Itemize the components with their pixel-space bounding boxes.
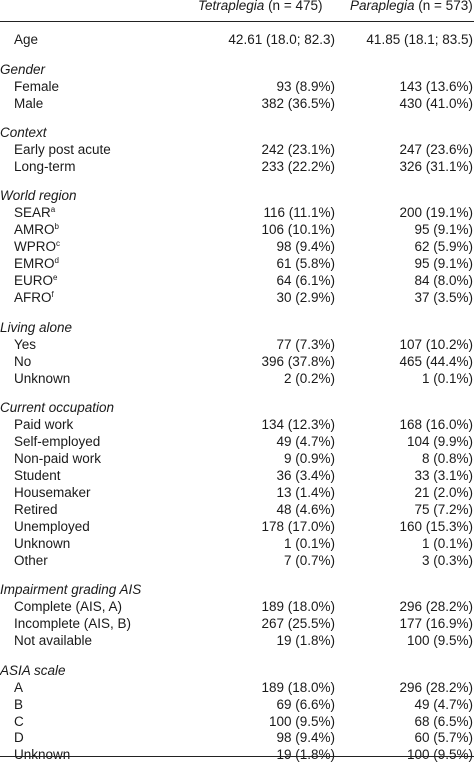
row-label-text: SEAR <box>14 205 51 221</box>
row-label <box>14 746 70 763</box>
paraplegia-value: 1 (0.1%) <box>421 535 473 551</box>
tetraplegia-value: 42.61 (18.0; 82.3) <box>228 32 335 47</box>
row-label <box>14 518 90 535</box>
row-label-text: Self-employed <box>14 434 101 449</box>
row-label <box>14 204 55 221</box>
table-row <box>0 95 474 112</box>
table-row <box>0 353 474 370</box>
tetraplegia-value: 48 (4.6%) <box>276 501 335 517</box>
row-label <box>14 238 60 255</box>
tetraplegia-value: 49 (4.7%) <box>276 434 335 449</box>
row-label-text: C <box>14 713 24 729</box>
row-label <box>14 632 92 649</box>
row-label <box>14 158 76 175</box>
table-row <box>0 518 474 535</box>
row-label-text: Paid work <box>14 417 74 432</box>
paraplegia-value: 37 (3.5%) <box>414 290 473 306</box>
row-label-text: Long-term <box>14 158 76 174</box>
tetraplegia-value: 36 (3.4%) <box>276 467 335 483</box>
tetraplegia-value: 382 (36.5%) <box>261 95 335 111</box>
row-label-text: Female <box>14 78 60 94</box>
paraplegia-value: 100 (9.5%) <box>406 747 473 763</box>
row-label <box>14 713 24 730</box>
tetraplegia-value: 134 (12.3%) <box>261 417 335 432</box>
section-row <box>0 124 474 141</box>
table-row <box>0 433 474 450</box>
footnote-marker: f <box>51 290 54 300</box>
row-label-text: No <box>14 353 32 369</box>
tetraplegia-value: 69 (6.6%) <box>276 696 335 712</box>
table-row <box>0 204 474 221</box>
footnote-marker: c <box>56 239 60 249</box>
table-row <box>0 484 474 501</box>
row-label <box>14 353 31 370</box>
tetraplegia-value: 93 (8.9%) <box>276 78 335 94</box>
tetraplegia-value: 77 (7.3%) <box>276 336 335 352</box>
table-row <box>0 31 474 48</box>
table-row <box>0 598 474 615</box>
table-row <box>0 713 474 730</box>
section-heading: Current occupation <box>0 400 115 416</box>
paraplegia-value: 430 (41.0%) <box>399 95 473 111</box>
table-row <box>0 746 474 763</box>
row-label-text: Unknown <box>14 747 71 763</box>
table-row <box>0 336 474 353</box>
paraplegia-value: 326 (31.1%) <box>399 158 473 174</box>
header-paraplegia-n: (n = 573) <box>414 0 473 13</box>
tetraplegia-value: 30 (2.9%) <box>276 290 335 306</box>
row-label <box>14 450 101 467</box>
table-row <box>0 632 474 649</box>
table-row <box>0 289 474 306</box>
section-row <box>0 662 474 679</box>
row-label <box>14 696 23 713</box>
table-row <box>0 78 474 95</box>
row-label <box>14 535 70 552</box>
table-row <box>0 370 474 387</box>
footnote-marker: b <box>54 222 59 232</box>
section-heading: ASIA scale <box>0 662 66 678</box>
row-label-text: Male <box>14 95 44 111</box>
paraplegia-value: 1 (0.1%) <box>421 370 473 386</box>
row-label-text: Unknown <box>14 370 71 386</box>
row-label-text: AMRO <box>14 222 55 238</box>
tetraplegia-value: 396 (37.8%) <box>261 353 335 369</box>
table-row <box>0 615 474 632</box>
row-label <box>14 336 36 353</box>
section-heading: Living alone <box>0 319 73 335</box>
section-heading: World region <box>0 188 77 204</box>
tetraplegia-value: 100 (9.5%) <box>268 713 335 729</box>
row-label-text: Unemployed <box>14 518 90 534</box>
section-row <box>0 319 474 336</box>
paraplegia-value: 41.85 (18.1; 83.5) <box>366 32 473 47</box>
tetraplegia-value: 64 (6.1%) <box>276 273 335 289</box>
paraplegia-value: 3 (0.3%) <box>421 552 473 568</box>
tetraplegia-value: 98 (9.4%) <box>276 239 335 255</box>
paraplegia-value: 177 (16.9%) <box>399 616 473 632</box>
paraplegia-value: 33 (3.1%) <box>414 467 473 483</box>
header-rule <box>0 21 474 22</box>
row-label <box>14 484 91 501</box>
tetraplegia-value: 19 (1.8%) <box>276 633 335 649</box>
row-label-text: Complete (AIS, A) <box>14 599 123 615</box>
header-tetraplegia-n: (n = 475) <box>264 0 323 13</box>
tetraplegia-value: 242 (23.1%) <box>261 141 335 157</box>
row-label <box>14 501 58 518</box>
tetraplegia-value: 98 (9.4%) <box>276 730 335 746</box>
row-label <box>14 598 122 615</box>
row-label <box>14 615 131 632</box>
paraplegia-value: 247 (23.6%) <box>399 141 473 157</box>
table-row <box>0 552 474 569</box>
row-label-text: Student <box>14 467 61 483</box>
paraplegia-value: 21 (2.0%) <box>414 484 473 500</box>
paraplegia-value: 8 (0.8%) <box>421 450 473 466</box>
paraplegia-value: 62 (5.9%) <box>414 239 473 255</box>
paraplegia-value: 49 (4.7%) <box>414 696 473 712</box>
section-row <box>0 399 474 416</box>
table-row <box>0 501 474 518</box>
paraplegia-value: 68 (6.5%) <box>414 713 473 729</box>
paraplegia-value: 168 (16.0%) <box>399 417 473 432</box>
row-label <box>14 141 111 158</box>
paraplegia-value: 107 (10.2%) <box>399 336 473 352</box>
section-row <box>0 61 474 78</box>
row-label-text: WPRO <box>14 239 56 255</box>
row-label <box>14 729 24 746</box>
tetraplegia-value: 189 (18.0%) <box>261 679 335 695</box>
tetraplegia-value: 7 (0.7%) <box>283 552 335 568</box>
paraplegia-value: 100 (9.5%) <box>406 633 473 649</box>
tetraplegia-value: 106 (10.1%) <box>261 222 335 238</box>
row-label-text: EMRO <box>14 256 55 272</box>
section-heading: Impairment grading AIS <box>0 582 142 598</box>
tetraplegia-value: 9 (0.9%) <box>283 450 335 466</box>
table-row <box>0 221 474 238</box>
tetraplegia-value: 189 (18.0%) <box>261 599 335 615</box>
row-label-text: D <box>14 730 24 746</box>
tetraplegia-value: 178 (17.0%) <box>261 518 335 534</box>
footnote-marker: e <box>53 273 58 283</box>
table-row <box>0 450 474 467</box>
paraplegia-value: 60 (5.7%) <box>414 730 473 746</box>
row-label <box>14 679 23 696</box>
footnote-marker: a <box>50 205 56 215</box>
row-label-text: A <box>14 679 24 695</box>
tetraplegia-value: 2 (0.2%) <box>283 370 335 386</box>
header-tetraplegia-label: Tetraplegia <box>198 0 265 13</box>
row-label <box>14 433 100 450</box>
tetraplegia-value: 233 (22.2%) <box>261 158 335 174</box>
paraplegia-value: 296 (28.2%) <box>399 679 473 695</box>
table-row <box>0 696 474 713</box>
row-label-text: B <box>14 696 24 712</box>
row-label-text: Other <box>14 552 48 568</box>
tetraplegia-value: 61 (5.8%) <box>276 256 335 272</box>
row-label <box>14 255 59 272</box>
row-label-text: Not available <box>14 633 93 649</box>
row-label <box>14 370 70 387</box>
table-row <box>0 158 474 175</box>
row-label-text: Retired <box>14 501 58 517</box>
footnote-marker: d <box>54 256 59 266</box>
table-row <box>0 416 474 433</box>
row-label-text: Non-paid work <box>14 450 102 466</box>
row-label <box>14 95 43 112</box>
row-label-text: Early post acute <box>14 141 111 157</box>
header-tetraplegia <box>198 0 322 18</box>
table-row <box>0 272 474 289</box>
row-label-text: Incomplete (AIS, B) <box>14 616 132 632</box>
section-heading: Gender <box>0 61 46 77</box>
paraplegia-value: 160 (15.3%) <box>399 518 473 534</box>
table-row <box>0 141 474 158</box>
paraplegia-value: 95 (9.1%) <box>414 256 473 272</box>
row-label <box>14 221 59 238</box>
paraplegia-value: 95 (9.1%) <box>414 222 473 238</box>
row-label <box>14 272 57 289</box>
tetraplegia-value: 116 (11.1%) <box>263 205 335 221</box>
paraplegia-value: 143 (13.6%) <box>399 78 473 94</box>
tetraplegia-value: 19 (1.8%) <box>276 747 335 763</box>
section-row <box>0 187 474 204</box>
table-row <box>0 255 474 272</box>
row-label <box>14 78 59 95</box>
tetraplegia-value: 267 (25.5%) <box>261 616 335 632</box>
row-label-text: Housemaker <box>14 484 91 500</box>
row-label-text: Yes <box>14 336 37 352</box>
paraplegia-value: 200 (19.1%) <box>399 205 473 221</box>
section-heading: Context <box>0 125 47 140</box>
row-label <box>14 416 73 433</box>
table-row <box>0 467 474 484</box>
row-label-text: Age <box>14 32 39 47</box>
row-label <box>14 289 54 306</box>
row-label <box>14 31 38 48</box>
table-row <box>0 679 474 696</box>
row-label <box>14 552 48 569</box>
section-row <box>0 581 474 598</box>
table-row <box>0 729 474 746</box>
header-paraplegia-label: Paraplegia <box>350 0 415 13</box>
paraplegia-value: 75 (7.2%) <box>414 501 473 517</box>
tetraplegia-value: 13 (1.4%) <box>276 484 335 500</box>
table-row <box>0 535 474 552</box>
paraplegia-value: 104 (9.9%) <box>406 434 473 449</box>
tetraplegia-value: 1 (0.1%) <box>283 535 335 551</box>
row-label-text: Unknown <box>14 535 71 551</box>
row-label-text: EURO <box>14 273 54 289</box>
paraplegia-value: 465 (44.4%) <box>399 353 473 369</box>
paraplegia-value: 84 (8.0%) <box>414 273 473 289</box>
row-label-text: AFRO <box>14 290 52 306</box>
paraplegia-value: 296 (28.2%) <box>399 599 473 615</box>
row-label <box>14 467 61 484</box>
table-row <box>0 238 474 255</box>
header-paraplegia <box>350 0 473 18</box>
